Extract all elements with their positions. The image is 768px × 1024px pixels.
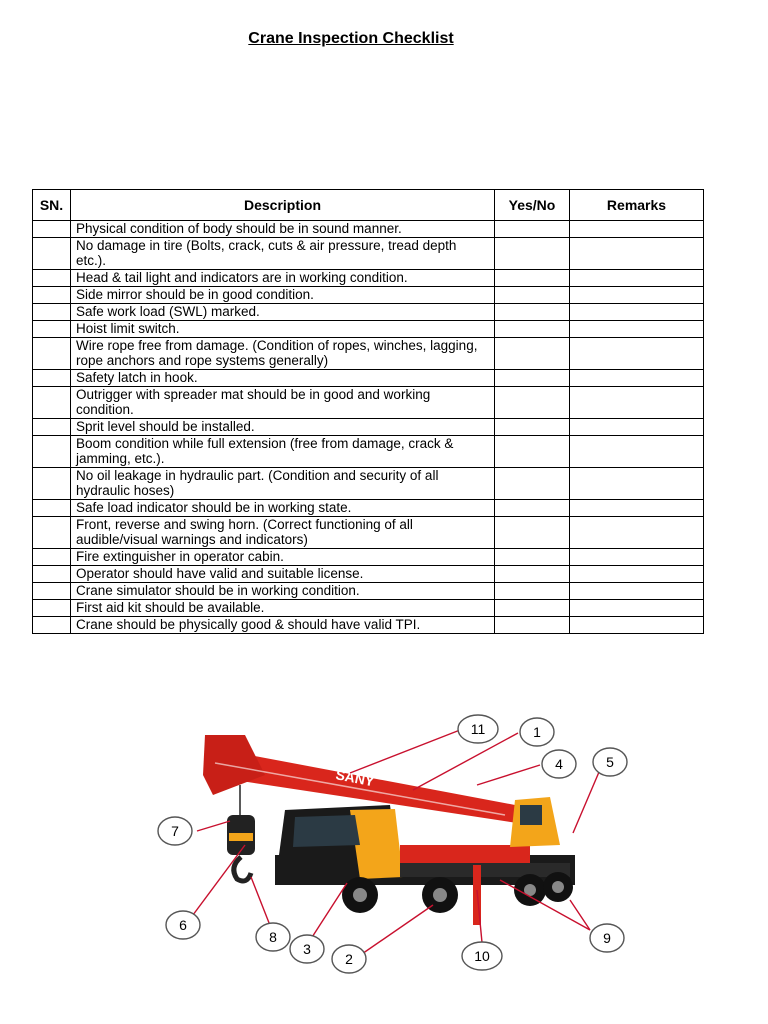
yes-no-cell[interactable] <box>495 338 570 370</box>
description-cell: Head & tail light and indicators are in working condition. <box>71 270 495 287</box>
yes-no-cell[interactable] <box>495 436 570 468</box>
remarks-cell[interactable] <box>570 500 704 517</box>
sn-cell[interactable] <box>33 270 71 287</box>
sn-cell[interactable] <box>33 549 71 566</box>
remarks-cell[interactable] <box>570 419 704 436</box>
yes-no-cell[interactable] <box>495 287 570 304</box>
table-row <box>33 436 704 468</box>
callout-label: 4 <box>555 756 563 772</box>
sn-cell[interactable] <box>33 338 71 370</box>
sn-cell[interactable] <box>33 600 71 617</box>
remarks-cell[interactable] <box>570 517 704 549</box>
callout-label: 11 <box>470 721 486 737</box>
remarks-cell[interactable] <box>570 238 704 270</box>
description-cell: Safety latch in hook. <box>71 370 495 387</box>
description-cell: Front, reverse and swing horn. (Correct functioning of all audible/visual warnings and indicators) <box>71 517 495 549</box>
callout-label: 2 <box>345 951 353 967</box>
sn-cell[interactable] <box>33 617 71 634</box>
callout-5 <box>593 748 627 776</box>
callout-7 <box>158 817 192 845</box>
description-cell: Outrigger with spreader mat should be in good and working condition. <box>71 387 495 419</box>
description-cell: Wire rope free from damage. (Condition of ropes, winches, lagging, rope anchors and rope systems generally) <box>71 338 495 370</box>
remarks-cell[interactable] <box>570 549 704 566</box>
table-row <box>33 238 704 270</box>
sn-cell[interactable] <box>33 221 71 238</box>
callout-label: 6 <box>179 917 187 933</box>
yes-no-cell[interactable] <box>495 238 570 270</box>
yes-no-cell[interactable] <box>495 583 570 600</box>
hook <box>234 857 251 881</box>
table-row <box>33 270 704 287</box>
table-row <box>33 370 704 387</box>
sn-cell[interactable] <box>33 238 71 270</box>
description-cell: Sprit level should be installed. <box>71 419 495 436</box>
description-cell: Hoist limit switch. <box>71 321 495 338</box>
callout-9 <box>590 924 624 952</box>
yes-no-cell[interactable] <box>495 566 570 583</box>
table-row <box>33 500 704 517</box>
header-sn: SN. <box>33 190 71 221</box>
remarks-cell[interactable] <box>570 304 704 321</box>
remarks-cell[interactable] <box>570 566 704 583</box>
yes-no-cell[interactable] <box>495 304 570 321</box>
boom-tip <box>203 735 265 795</box>
table-body <box>33 221 704 634</box>
remarks-cell[interactable] <box>570 270 704 287</box>
sn-cell[interactable] <box>33 321 71 338</box>
description-cell: Crane simulator should be in working condition. <box>71 583 495 600</box>
callout-label: 3 <box>303 941 311 957</box>
remarks-cell[interactable] <box>570 287 704 304</box>
description-cell: Physical condition of body should be in sound manner. <box>71 221 495 238</box>
remarks-cell[interactable] <box>570 436 704 468</box>
sn-cell[interactable] <box>33 370 71 387</box>
table-row <box>33 549 704 566</box>
sn-cell[interactable] <box>33 566 71 583</box>
yes-no-cell[interactable] <box>495 617 570 634</box>
remarks-cell[interactable] <box>570 600 704 617</box>
table-row <box>33 221 704 238</box>
yes-no-cell[interactable] <box>495 370 570 387</box>
callout-label: 10 <box>474 948 490 964</box>
yes-no-cell[interactable] <box>495 221 570 238</box>
description-cell: Boom condition while full extension (free from damage, crack & jamming, etc.). <box>71 436 495 468</box>
remarks-cell[interactable] <box>570 321 704 338</box>
sn-cell[interactable] <box>33 500 71 517</box>
remarks-cell[interactable] <box>570 370 704 387</box>
table-row <box>33 338 704 370</box>
yes-no-cell[interactable] <box>495 270 570 287</box>
description-cell: Side mirror should be in good condition. <box>71 287 495 304</box>
boom-brand-label: SANY <box>334 766 376 790</box>
yes-no-cell[interactable] <box>495 468 570 500</box>
sn-cell[interactable] <box>33 419 71 436</box>
sn-cell[interactable] <box>33 287 71 304</box>
remarks-cell[interactable] <box>570 617 704 634</box>
remarks-cell[interactable] <box>570 338 704 370</box>
callout-8 <box>256 923 290 951</box>
sn-cell[interactable] <box>33 304 71 321</box>
description-cell: No damage in tire (Bolts, crack, cuts & air pressure, tread depth etc.). <box>71 238 495 270</box>
callout-10 <box>462 942 502 970</box>
yes-no-cell[interactable] <box>495 321 570 338</box>
callout-label: 9 <box>603 930 611 946</box>
yes-no-cell[interactable] <box>495 549 570 566</box>
sn-cell[interactable] <box>33 387 71 419</box>
table-row <box>33 600 704 617</box>
table-row <box>33 419 704 436</box>
callout-1 <box>520 718 554 746</box>
sn-cell[interactable] <box>33 583 71 600</box>
description-cell: Safe work load (SWL) marked. <box>71 304 495 321</box>
remarks-cell[interactable] <box>570 387 704 419</box>
callout-label: 1 <box>533 724 541 740</box>
yes-no-cell[interactable] <box>495 600 570 617</box>
yes-no-cell[interactable] <box>495 500 570 517</box>
description-cell: Fire extinguisher in operator cabin. <box>71 549 495 566</box>
table-row <box>33 566 704 583</box>
yes-no-cell[interactable] <box>495 419 570 436</box>
table-row <box>33 321 704 338</box>
yes-no-cell[interactable] <box>495 517 570 549</box>
callout-4 <box>542 750 576 778</box>
description-cell: Operator should have valid and suitable license. <box>71 566 495 583</box>
description-cell: Crane should be physically good & should have valid TPI. <box>71 617 495 634</box>
checklist-table <box>32 189 704 634</box>
callout-11 <box>458 715 498 743</box>
callout-label: 5 <box>606 754 614 770</box>
table-row <box>33 287 704 304</box>
table-header-row <box>33 190 704 221</box>
yes-no-cell[interactable] <box>495 387 570 419</box>
remarks-cell[interactable] <box>570 583 704 600</box>
header-description: Description <box>71 190 495 221</box>
callout-label: 8 <box>269 929 277 945</box>
callout-6 <box>166 911 200 939</box>
document-title: Crane Inspection Checklist <box>248 30 454 47</box>
table-row <box>33 387 704 419</box>
description-cell: Safe load indicator should be in working state. <box>71 500 495 517</box>
table-row <box>33 304 704 321</box>
description-cell: First aid kit should be available. <box>71 600 495 617</box>
table-row <box>33 617 704 634</box>
header-remarks: Remarks <box>570 190 704 221</box>
sn-cell[interactable] <box>33 436 71 468</box>
sn-cell[interactable] <box>33 468 71 500</box>
remarks-cell[interactable] <box>570 221 704 238</box>
callout-2 <box>332 945 366 973</box>
table-row <box>33 517 704 549</box>
description-cell: No oil leakage in hydraulic part. (Condition and security of all hydraulic hoses) <box>71 468 495 500</box>
crane-diagram <box>155 705 635 980</box>
table-row <box>33 468 704 500</box>
header-yes-no: Yes/No <box>495 190 570 221</box>
sn-cell[interactable] <box>33 517 71 549</box>
callout-label: 7 <box>171 823 179 839</box>
table-row <box>33 583 704 600</box>
callout-3 <box>290 935 324 963</box>
remarks-cell[interactable] <box>570 468 704 500</box>
